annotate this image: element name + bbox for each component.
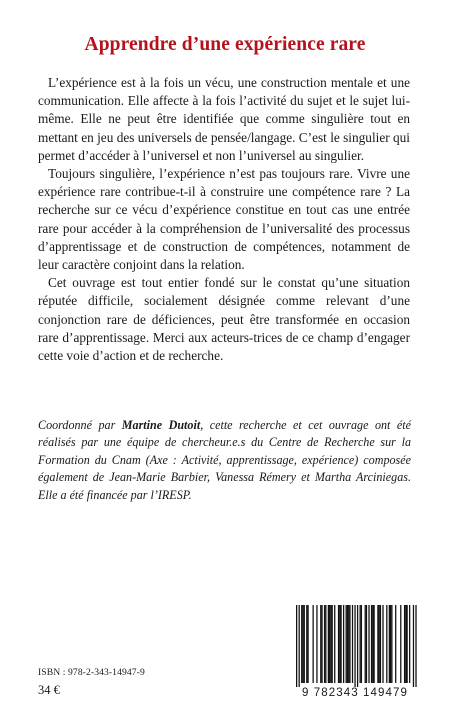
credits-paragraph (38, 417, 411, 504)
barcode-bar (296, 605, 297, 687)
barcode-bar (321, 605, 322, 683)
barcode-bar (306, 605, 307, 683)
barcode-bar (377, 605, 378, 683)
barcode-bar (366, 605, 367, 683)
barcode-bars (288, 605, 422, 687)
barcode-bar (400, 605, 401, 683)
barcode-bar (324, 605, 325, 683)
barcode-bar (386, 605, 387, 683)
barcode-bar (325, 605, 326, 683)
barcode (288, 605, 422, 705)
barcode-bar (307, 605, 308, 683)
barcode-bar (346, 605, 347, 683)
barcode-bar (409, 605, 410, 683)
credits-rest: , cette recherche et cet ouvrage ont été réalisés par une équipe de chercheur.e.s du Centre de Recherche sur la Formation du Cnam (Axe : Activité, apprentissage, expérience) composée également de Jean-Marie Barbier, Vanessa Rémery et Martha Arciniegas. Elle a été financée par l’IRESP. (38, 418, 411, 502)
barcode-bar (348, 605, 349, 683)
barcode-bar (330, 605, 331, 683)
barcode-bar (395, 605, 396, 683)
barcode-bar (380, 605, 381, 683)
barcode-bar (405, 605, 406, 683)
barcode-bar (371, 605, 372, 683)
barcode-bar (329, 605, 330, 683)
barcode-bar (339, 605, 340, 683)
barcode-bar (382, 605, 383, 683)
barcode-bar (360, 605, 361, 683)
barcode-bar (390, 605, 391, 683)
barcode-bar (334, 605, 335, 683)
barcode-bar (313, 605, 314, 683)
barcode-bar (316, 605, 317, 683)
isbn-label: ISBN : 978-2-343-14947-9 (38, 667, 145, 678)
barcode-bar (372, 605, 373, 683)
barcode-bar (320, 605, 321, 683)
barcode-bar (340, 605, 341, 683)
credits-lead: Coordonné par (38, 418, 122, 432)
summary-paragraph: Toujours singulière, l’expérience n’est pas toujours rare. Vivre une expérience rare contribue-t-il à construire une compétence rare ? La recherche sur ce vécu d’expérience constitue en tout cas une entrée rare pour accéder à la compréhension de l’universalité des processus d’apprentissage et de construction de compétences, notamment de leur caractère conjoint dans la relation. (38, 166, 410, 273)
barcode-bar (301, 605, 302, 683)
coordinator-name: Martine Dutoit (121, 418, 201, 432)
summary-paragraph: Cet ouvrage est tout entier fondé sur le constat qu’une situation réputée difficile, socialement désignée comme relevant d’une conjonction rare de déficiences, peut être transformée en occasion rare d’apprentissage. Merci aux acteurs-trices de ce champ d’engager cette voie d’action et de recherche. (38, 275, 410, 364)
barcode-bar (347, 605, 348, 683)
barcode-bar (406, 605, 407, 683)
barcode-bar (413, 605, 414, 687)
barcode-bar (415, 605, 416, 687)
barcode-bar (332, 605, 333, 683)
barcode-bar (299, 605, 300, 687)
summary-paragraph: L’expérience est à la fois un vécu, une construction mentale et une communication. Elle affecte à la fois l’activité du sujet et le sujet lui-même. Elle ne peut être identifiée que comme singulière tout en mettant en jeu des universels de pensée/langage. C’est le singulier qui permet d’accéder à l’universel et non l’universel au singulier. (38, 75, 410, 163)
barcode-bar (328, 605, 329, 683)
barcode-bar (373, 605, 374, 683)
book-title: Apprendre d’une expérience rare (84, 34, 366, 55)
barcode-bar (349, 605, 350, 683)
barcode-bar (343, 605, 344, 683)
barcode-bar (338, 605, 339, 683)
barcode-digits: 9 782343 149479 (301, 687, 409, 699)
back-cover-summary (38, 74, 410, 365)
barcode-bar (365, 605, 366, 683)
barcode-bar (304, 605, 305, 683)
barcode-bar (368, 605, 369, 683)
barcode-bar (357, 605, 358, 687)
barcode-bar (404, 605, 405, 683)
barcode-bar (391, 605, 392, 683)
price-label: 34 € (38, 683, 60, 697)
barcode-bar (352, 605, 353, 683)
barcode-bar (379, 605, 380, 683)
barcode-bar (354, 605, 355, 687)
barcode-bar (302, 605, 303, 683)
barcode-bar (389, 605, 390, 683)
barcode-bar (361, 605, 362, 683)
